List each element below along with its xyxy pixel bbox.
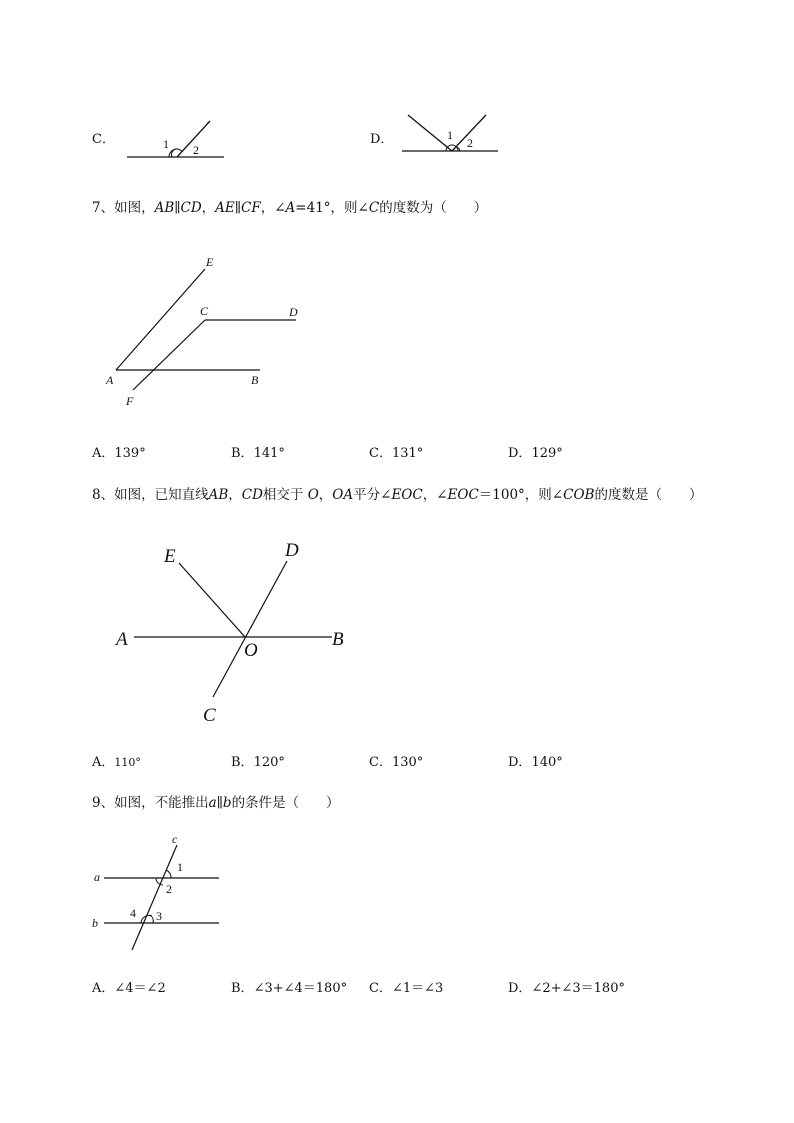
q8-label-a: A: [116, 629, 128, 650]
q6c-angle-2: 2: [193, 143, 199, 157]
q9-option-d[interactable]: D．∠2+∠3＝180°: [508, 981, 625, 996]
q7-option-d[interactable]: D．129°: [508, 446, 563, 461]
q8-label-c: C: [203, 705, 216, 726]
q8-option-d[interactable]: D．140°: [508, 755, 563, 770]
q8-option-b[interactable]: B．120°: [231, 755, 285, 770]
q9-label-a: a: [94, 870, 100, 884]
q9-label-b: b: [92, 916, 98, 930]
q9-label-c: c: [172, 832, 178, 846]
q8-stem: 8、如图，已知直线AB，CD相交于 O，OA平分∠EOC，∠EOC＝100°，则∠COB的度数是（ ）: [92, 487, 703, 503]
q9-angle-3: 3: [156, 909, 162, 923]
q9-option-c[interactable]: C．∠1＝∠3: [369, 981, 444, 996]
q8-label-e: E: [164, 546, 176, 567]
q7-option-c[interactable]: C．131°: [369, 446, 424, 461]
q9-stem: 9、如图，不能推出a∥b的条件是（ ）: [92, 795, 340, 811]
q7-option-a[interactable]: A．139°: [92, 446, 146, 461]
q6d-angle-2: 2: [467, 136, 473, 150]
q8-label-o: O: [244, 640, 258, 661]
q8-label-d: D: [285, 540, 299, 561]
q9-angle-2: 2: [166, 882, 172, 896]
q9-angle-4: 4: [130, 906, 136, 920]
q6c-angle-1: 1: [163, 137, 169, 151]
q6-option-c-label: C．: [92, 132, 115, 147]
q6-option-d-label: D．: [370, 132, 394, 147]
q6d-angle-1: 1: [447, 128, 453, 142]
q8-label-b: B: [332, 629, 344, 650]
q7-stem: 7、如图，AB∥CD，AE∥CF，∠A=41°，则∠C的度数为（ ）: [92, 200, 488, 216]
q7-option-b[interactable]: B．141°: [231, 446, 285, 461]
q7-label-d: D: [289, 305, 298, 319]
q7-label-b: B: [251, 373, 259, 387]
q9-option-a[interactable]: A．∠4＝∠2: [92, 981, 166, 996]
q8-option-a[interactable]: A．110°: [92, 755, 141, 770]
q7-label-e: E: [206, 255, 214, 269]
q9-option-b[interactable]: B．∠3+∠4＝180°: [231, 981, 348, 996]
q7-label-c: C: [200, 304, 209, 318]
q7-label-a: A: [106, 373, 114, 387]
q8-option-c[interactable]: C．130°: [369, 755, 424, 770]
q9-angle-1: 1: [177, 860, 183, 874]
q7-label-f: F: [126, 394, 134, 408]
